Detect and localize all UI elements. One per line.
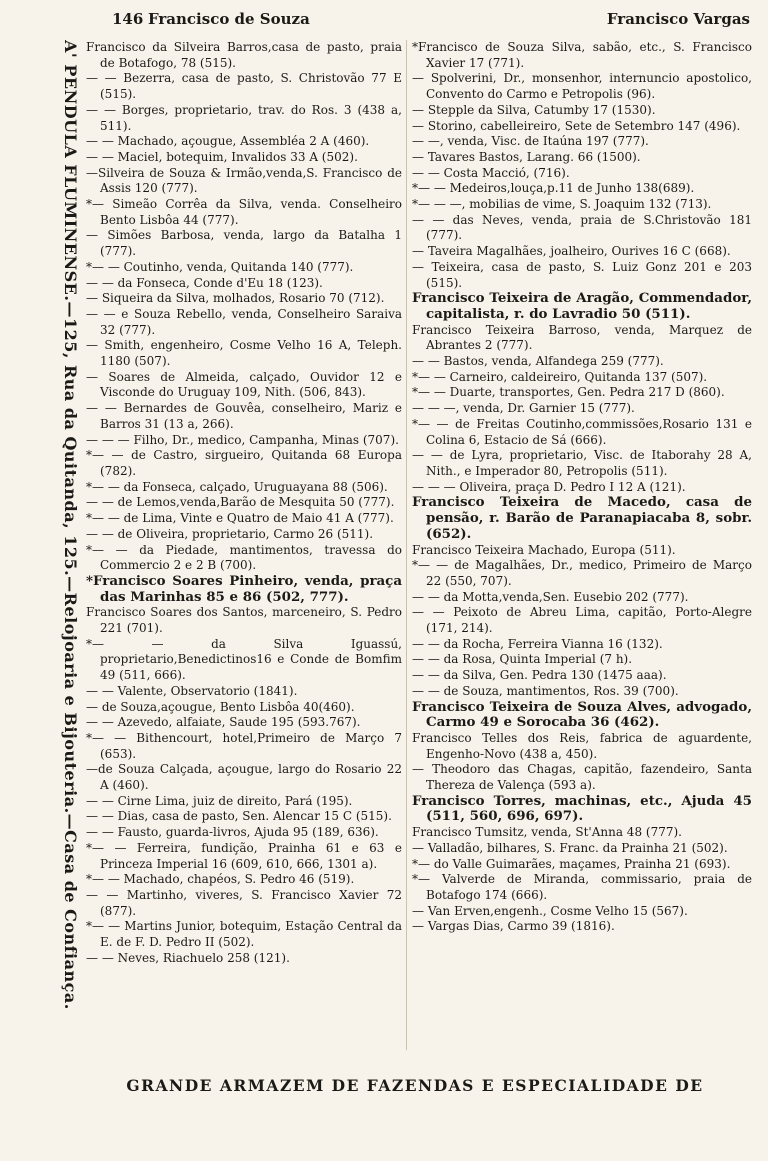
directory-entry: — Valladão, bilhares, S. Franc. da Prainha 21 (502). [412,840,728,855]
directory-entry: — Tavares Bastos, Larang. 66 (1500). [412,149,641,164]
directory-entry: — Storino, cabelleireiro, Sete de Setembro 147 (496). [412,118,741,133]
directory-entry: — — de Lyra, proprietario, Visc. de Itaborahy 28 A, Nith., e Imperador 80, Petropolis (511). [412,448,752,478]
directory-entry-heading: Francisco Teixeira de Souza Alves, advogado, Carmo 49 e Sorocaba 36 (462). [412,698,752,731]
directory-entry: — — da Rocha, Ferreira Vianna 16 (132). [412,636,663,651]
directory-entry: — — da Silva, Gen. Pedra 130 (1475 aaa). [412,668,667,683]
directory-entry: — — da Fonseca, Conde d'Eu 18 (123). [86,275,323,290]
directory-entry: *— Simeão Corrêa da Silva, venda. Conselheiro Bento Lisbôa 44 (777). [86,197,402,227]
running-head-right: Francisco Vargas [606,10,750,28]
directory-entry: — — Dias, casa de pasto, Sen. Alencar 15 C (515). [86,809,392,824]
directory-entry: — — Peixoto de Abreu Lima, capitão, Porto-Alegre (171, 214). [412,605,752,636]
directory-entry: — Stepple da Silva, Catumby 17 (1530). [412,102,656,117]
directory-entry: Francisco Tumsitz, venda, St'Anna 48 (777). [412,825,682,840]
directory-entry: — Smith, engenheiro, Cosme Velho 16 A, Teleph. 1180 (507). [86,338,402,369]
directory-entry: — Van Erven,engenh., Cosme Velho 15 (567). [412,903,688,918]
directory-entry: —Silveira de Souza & Irmão,venda,S. Francisco de Assis 120 (777). [86,165,402,196]
directory-entry: — — —, venda, Dr. Garnier 15 (777). [412,401,635,416]
directory-entry: *— — Medeiros,louça,p.11 de Junho 138(689). [412,181,695,196]
directory-entry: — — de Oliveira, proprietario, Carmo 26 (511). [86,526,374,541]
directory-entry: *— Valverde de Miranda, commissario, praia de Botafogo 174 (666). [412,872,752,902]
directory-entry: *— — Bithencourt, hotel,Primeiro de Março 7 (653). [86,730,402,761]
directory-entry: — Soares de Almeida, calçado, Ouvidor 12 e Visconde do Uruguay 109, Nith. (506, 843). [86,369,402,400]
directory-entry: — Taveira Magalhães, joalheiro, Ourives 16 C (668). [412,244,731,259]
directory-entry: Francisco Telles dos Reis, fabrica de aguardente, Engenho-Novo (438 a, 450). [412,730,752,761]
column-divider [406,40,407,1050]
directory-entry: — de Souza,açougue, Bento Lisbôa 40(460). [86,699,355,714]
directory-entry: — — Maciel, botequim, Invalidos 33 A (502). [86,149,358,164]
directory-entry: — Simões Barbosa, venda, largo da Batalha 1 (777). [86,228,402,259]
directory-entry: — Siqueira da Silva, molhados, Rosario 70 (712). [86,291,385,306]
directory-entry: Francisco Teixeira Machado, Europa (511). [412,542,676,557]
directory-entry-heading: Francisco Teixeira de Macedo, casa de pensão, r. Barão de Paranapiacaba 8, sobr. (652). [412,494,752,542]
directory-entry: — — da Rosa, Quinta Imperial (7 h). [412,652,633,667]
directory-entry: *— — Machado, chapéos, S. Pedro 46 (519). [86,872,355,887]
directory-entry: — — Bastos, venda, Alfandega 259 (777). [412,354,664,369]
page-header [100,8,760,34]
side-advertisement: A' PENDULA FLUMINENSE.—125, Rua da Quitanda, 125.—Relojoaria e Bijouteria.—Casa de Confiança. [61,40,80,1010]
directory-entry: *— — de Castro, sirgueiro, Quitanda 68 Europa (782). [86,448,402,478]
directory-entry: — — Fausto, guarda-livros, Ajuda 95 (189, 636). [86,825,379,840]
directory-entry: — —, venda, Visc. de Itaúna 197 (777). [412,134,649,149]
directory-entry: — — Valente, Observatorio (1841). [86,683,298,698]
directory-entry: — — Bezerra, casa de pasto, S. Christovão 77 E (515). [86,71,402,102]
directory-entry: *— — Duarte, transportes, Gen. Pedra 217 D (860). [412,385,725,400]
directory-entry: — — das Neves, venda, praia de S.Christovão 181 (777). [412,212,752,243]
directory-entry: *— — da Piedade, mantimentos, travessa do Commercio 2 e 2 B (700). [86,542,402,573]
directory-entry: — — Neves, Riachuelo 258 (121). [86,950,290,965]
running-head-left: Francisco de Souza [148,10,310,28]
directory-entry: *— — da Fonseca, calçado, Uruguayana 88 (506). [86,479,388,494]
right-column [412,40,752,935]
directory-entry: *— — Carneiro, caldeireiro, Quitanda 137 (507). [412,369,708,384]
directory-entry: *Francisco de Souza Silva, sabão, etc., S. Francisco Xavier 17 (771). [412,40,752,70]
directory-entry: *— — de Freitas Coutinho,commissões,Rosario 131 e Colina 6, Estacio de Sá (666). [412,416,752,447]
directory-entry: — — de Lemos,venda,Barão de Mesquita 50 (777). [86,495,395,510]
directory-entry: *— — Martins Junior, botequim, Estação Central da E. de F. D. Pedro II (502). [86,919,402,950]
directory-entry: — — Cirne Lima, juiz de direito, Pará (195). [86,793,353,808]
directory-entry: — Vargas Dias, Carmo 39 (1816). [412,919,615,934]
directory-entry: — — da Motta,venda,Sen. Eusebio 202 (777). [412,589,689,604]
directory-entry: Francisco da Silveira Barros,casa de pasto, praia de Botafogo, 78 (515). [86,40,402,70]
directory-entry: — — Machado, açougue, Assembléa 2 A (460). [86,134,370,149]
directory-entry: — Theodoro das Chagas, capitão, fazendeiro, Santa Thereza de Valença (593 a). [412,762,752,793]
page-number: 146 [112,10,144,28]
directory-entry: — — Azevedo, alfaiate, Saude 195 (593.767). [86,715,361,730]
directory-entry: — — Borges, proprietario, trav. do Ros. 3 (438 a, 511). [86,102,402,133]
directory-entry: — Spolverini, Dr., monsenhor, internuncio apostolico, Convento do Carmo e Petropolis (96). [412,71,752,102]
directory-entry: — — — Filho, Dr., medico, Campanha, Minas (707). [86,432,399,447]
directory-entry: Francisco Teixeira Barroso, venda, Marquez de Abrantes 2 (777). [412,322,752,353]
directory-entry-heading: Francisco Teixeira de Aragão, Commendador, capitalista, r. do Lavradio 50 (511). [412,290,752,322]
directory-entry: *— — de Lima, Vinte e Quatro de Maio 41 A (777). [86,511,394,526]
directory-entry: *— — Coutinho, venda, Quitanda 140 (777). [86,259,354,274]
directory-entry: — — Bernardes de Gouvêa, conselheiro, Mariz e Barros 31 (13 a, 266). [86,401,402,431]
footer-advertisement: GRANDE ARMAZEM DE FAZENDAS E ESPECIALIDADE DE [126,1076,704,1095]
directory-entry: *— — da Silva Iguassú, proprietario,Benedictinos16 e Conde de Bomfim 49 (511, 666). [86,636,402,683]
left-column [86,40,402,966]
directory-entry: Francisco Soares dos Santos, marceneiro, S. Pedro 221 (701). [86,605,402,636]
directory-entry: — Teixeira, casa de pasto, S. Luiz Gonz 201 e 203 (515). [412,259,752,290]
directory-entry: *— — —, mobilias de vime, S. Joaquim 132 (713). [412,197,712,212]
directory-entry-heading: *Francisco Soares Pinheiro, venda, praça das Marinhas 85 e 86 (502, 777). [86,572,402,605]
directory-entry: — — Martinho, viveres, S. Francisco Xavier 72 (877). [86,887,402,918]
directory-entry: —de Souza Calçada, açougue, largo do Rosario 22 A (460). [86,762,402,793]
directory-entry: — — Costa Macció, (716). [412,165,570,180]
directory-entry: *— — de Magalhães, Dr., medico, Primeiro de Março 22 (550, 707). [412,558,752,588]
directory-entry: — — e Souza Rebello, venda, Conselheiro Saraiva 32 (777). [86,306,402,337]
directory-entry: *— do Valle Guimarães, maçames, Prainha 21 (693). [412,856,731,871]
directory-entry-heading: Francisco Torres, machinas, etc., Ajuda 45 (511, 560, 696, 697). [412,792,752,825]
directory-entry: *— — Ferreira, fundição, Prainha 61 e 63 e Princeza Imperial 16 (609, 610, 666, 1301 a). [86,840,402,871]
directory-entry: — — de Souza, mantimentos, Ros. 39 (700). [412,683,679,698]
directory-entry: — — — Oliveira, praça D. Pedro I 12 A (121). [412,479,686,494]
